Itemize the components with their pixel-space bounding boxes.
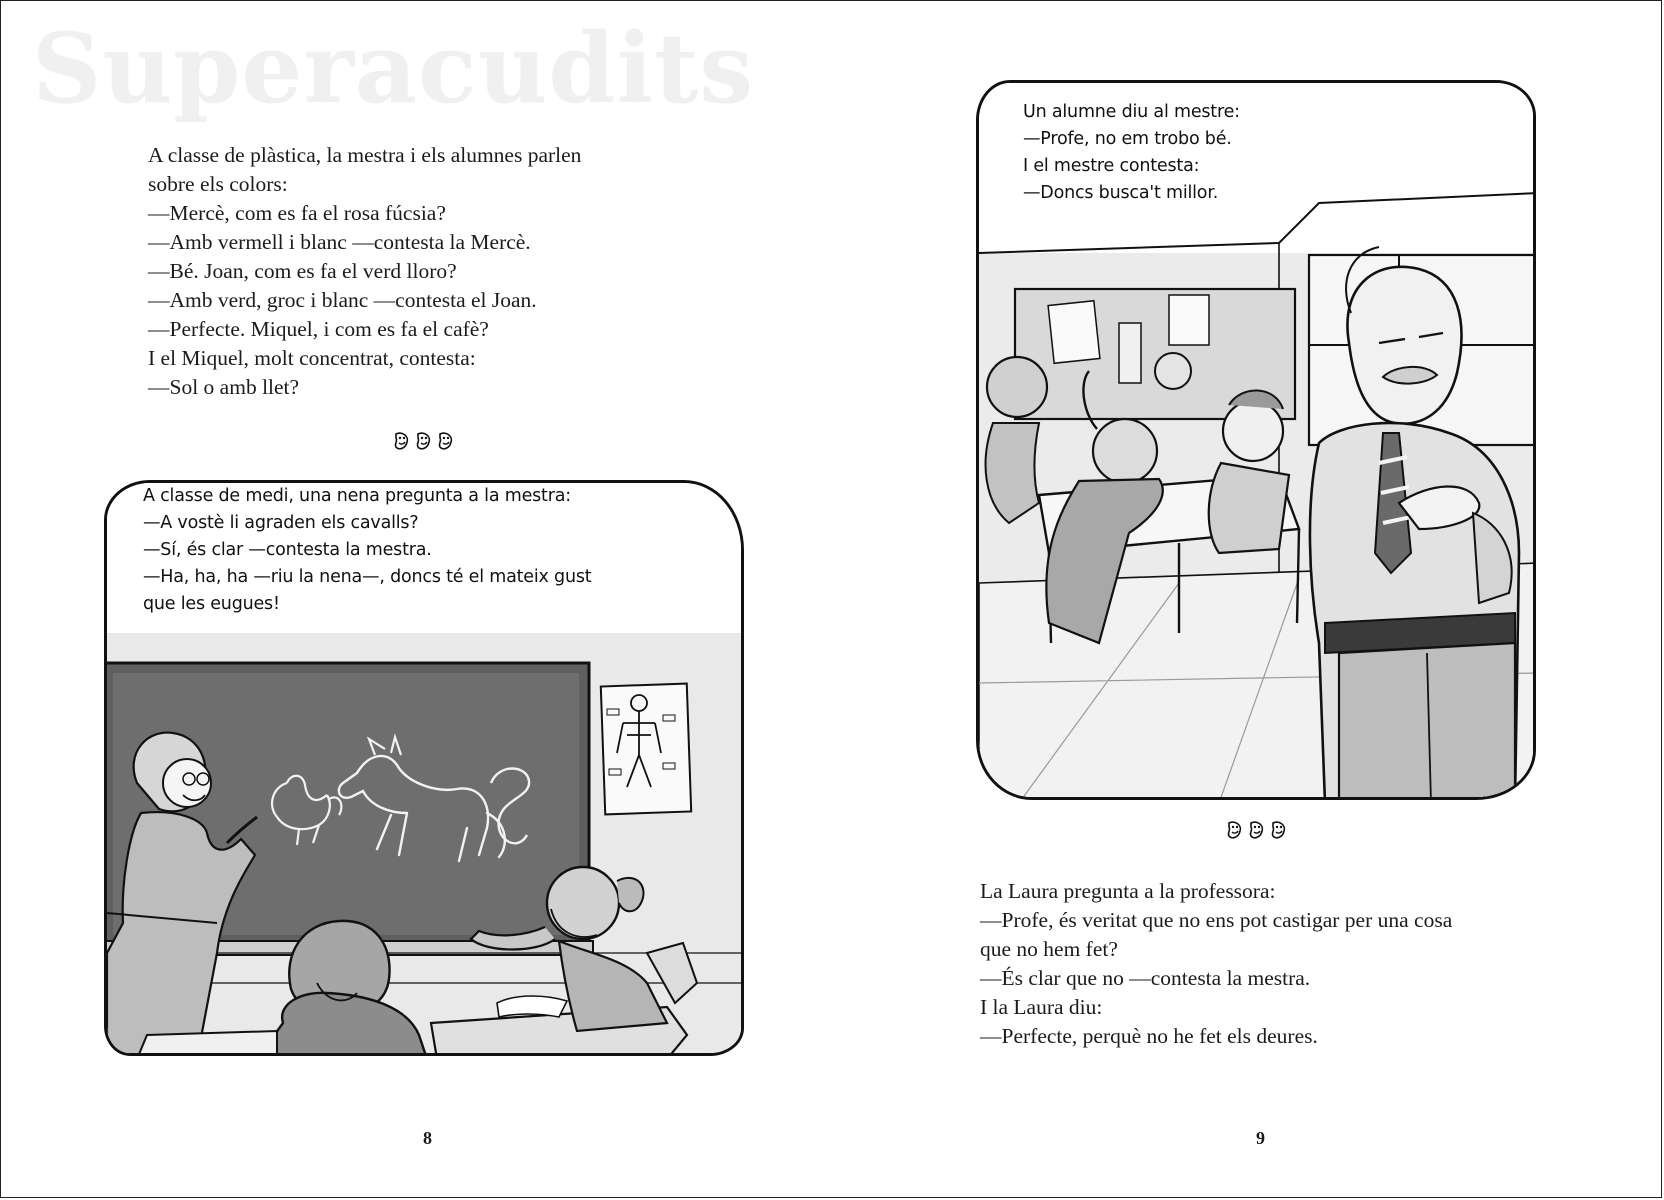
comic-caption <box>1023 99 1240 207</box>
laughing-face-icon <box>1270 821 1287 841</box>
text-line: que no hem fet? <box>980 937 1118 961</box>
text-line: sobre els colors: <box>148 172 288 196</box>
text-line: —Profe, és veritat que no ens pot castigar per una cosa <box>980 908 1453 932</box>
page-number: 9 <box>1256 1128 1265 1148</box>
text-line: —Profe, no em trobo bé. <box>1023 129 1232 149</box>
text-line: —Sí, és clar —contesta la mestra. <box>143 540 432 560</box>
laughing-face-icon <box>437 432 454 452</box>
text-line: —Perfecte, perquè no he fet els deures. <box>980 1024 1318 1048</box>
series-watermark: Superacudits <box>32 12 755 125</box>
text-line: Un alumne diu al mestre: <box>1023 102 1240 122</box>
right-page <box>832 0 1664 1200</box>
teacher-comic-panel <box>976 80 1536 800</box>
text-line: —Ha, ha, ha —riu la nena—, doncs té el mateix gust <box>143 567 592 587</box>
page-number: 8 <box>423 1128 432 1148</box>
text-line: —Mercè, com es fa el rosa fúcsia? <box>148 201 446 225</box>
classroom-comic-panel <box>104 480 744 1056</box>
text-line: I la Laura diu: <box>980 995 1103 1019</box>
text-line: La Laura pregunta a la professora: <box>980 879 1276 903</box>
text-line: —És clar que no —contesta la mestra. <box>980 966 1311 990</box>
text-line: I el Miquel, molt concentrat, contesta: <box>148 346 476 370</box>
laughing-face-icon <box>393 432 410 452</box>
text-line: I el mestre contesta: <box>1023 156 1200 176</box>
left-joke-text <box>148 141 581 402</box>
text-line: —Bé. Joan, com es fa el verd lloro? <box>148 259 457 283</box>
text-line: A classe de plàstica, la mestra i els alumnes parlen <box>148 143 582 167</box>
joke-separator <box>1226 821 1287 841</box>
text-line: A classe de medi, una nena pregunta a la mestra: <box>143 486 571 506</box>
text-line: —Sol o amb llet? <box>148 375 300 399</box>
laughing-face-icon <box>415 432 432 452</box>
text-line: que les eugues! <box>143 594 280 614</box>
text-line: —A vostè li agraden els cavalls? <box>143 513 419 533</box>
text-line: —Doncs busca't millor. <box>1023 183 1219 203</box>
right-joke-text <box>980 877 1452 1051</box>
laughing-face-icon <box>1248 821 1265 841</box>
text-line: —Perfecte. Miquel, i com es fa el cafè? <box>148 317 489 341</box>
comic-caption <box>143 483 591 618</box>
laughing-face-icon <box>1226 821 1243 841</box>
text-line: —Amb vermell i blanc —contesta la Mercè. <box>148 230 531 254</box>
text-line: —Amb verd, groc i blanc —contesta el Joan. <box>148 288 537 312</box>
joke-separator <box>393 432 454 452</box>
